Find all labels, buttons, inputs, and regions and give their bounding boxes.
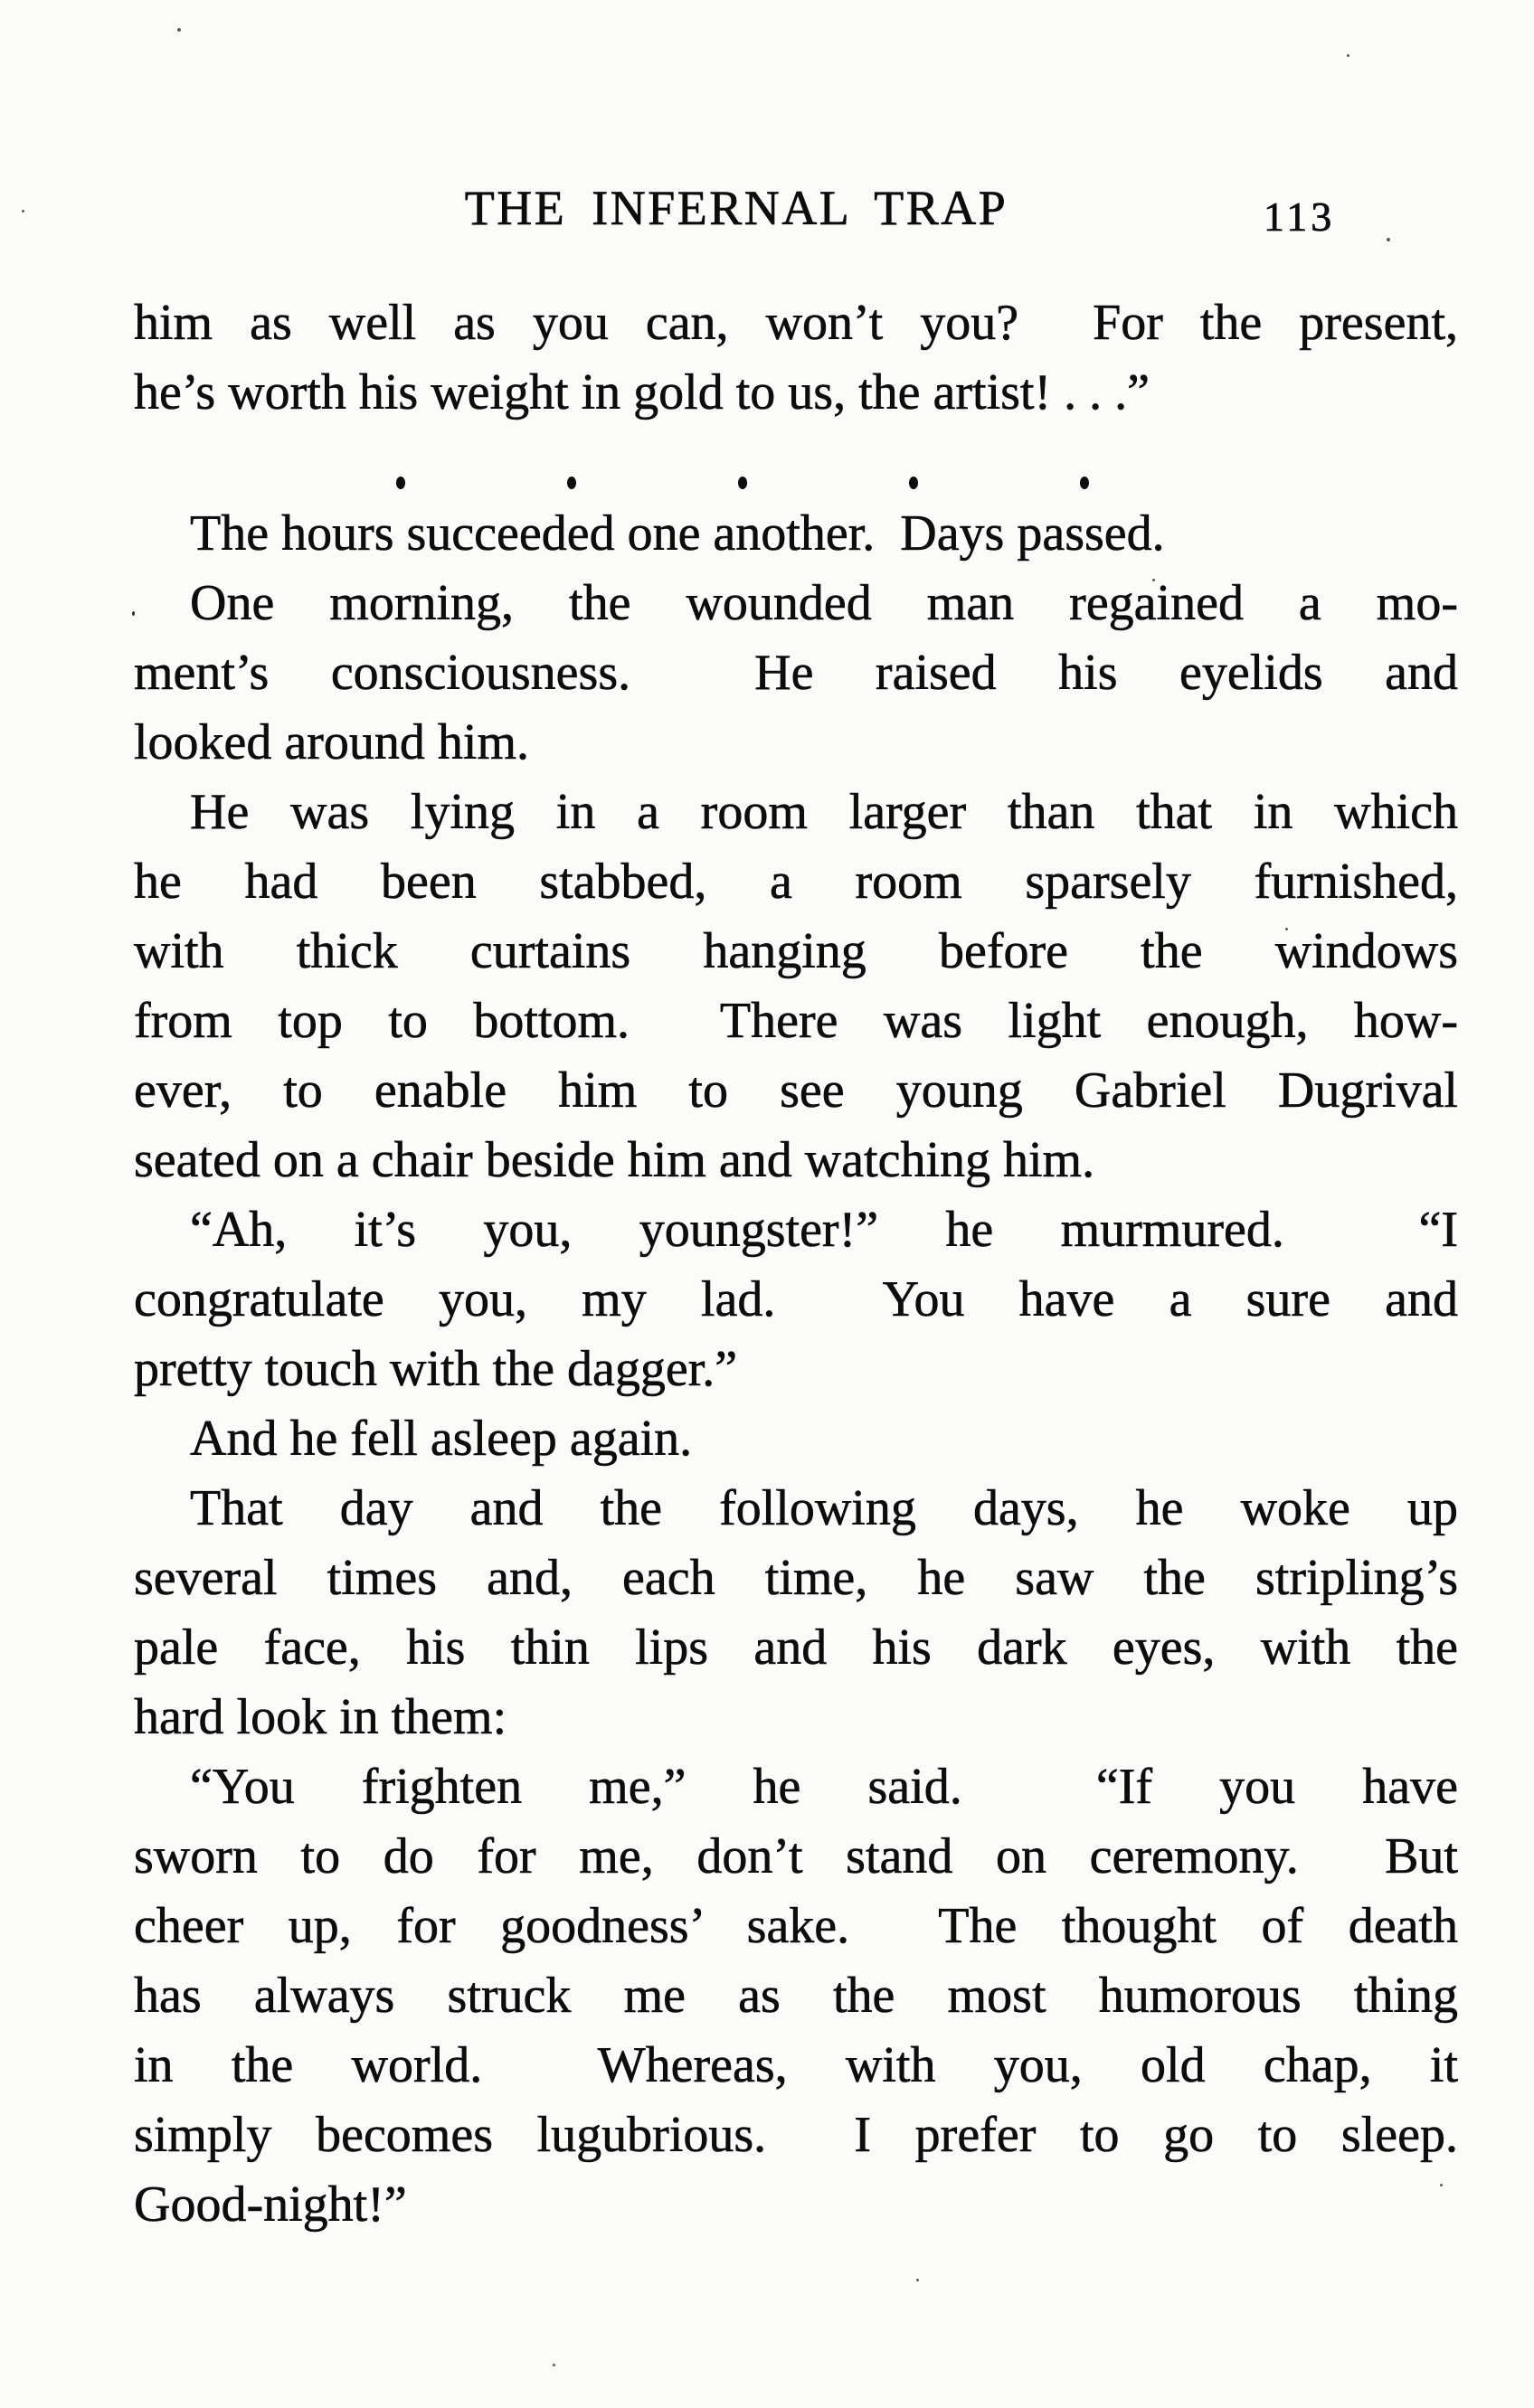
text-line: That day and the following days, he woke up [190, 1480, 1458, 1536]
text-line: several times and, each time, he saw the stripling’s [134, 1550, 1458, 1606]
text-line: sworn to do for me, don’t stand on ceremony. But [134, 1828, 1458, 1884]
text-line: with thick curtains hanging before the windows [134, 923, 1458, 979]
scan-speck [553, 2364, 555, 2366]
text-line: from top to bottom. There was light enough, how- [134, 993, 1458, 1049]
text-line: “You frighten me,” he said. “If you have [190, 1759, 1458, 1815]
text-line: cheer up, for goodness’ sake. The thought of death [134, 1898, 1458, 1954]
page-text [134, 288, 1458, 2240]
text-line: congratulate you, my lad. You have a sure and [134, 1271, 1458, 1327]
scan-speck [1387, 238, 1390, 241]
text-line: And he fell asleep again. [190, 1411, 693, 1467]
text-line: seated on a chair beside him and watching him. [134, 1132, 1095, 1188]
text-line: ever, to enable him to see young Gabriel Dugrival [134, 1062, 1458, 1119]
text-line: “Ah, it’s you, youngster!” he murmured. “I [190, 1202, 1458, 1258]
text-line: One morning, the wounded man regained a mo- [190, 575, 1458, 631]
text-line: pretty touch with the dagger.” [134, 1341, 738, 1397]
separator-dot [909, 477, 918, 489]
text-line: him as well as you can, won’t you? For the present, [134, 295, 1458, 351]
text-line: in the world. Whereas, with you, old chap, it [134, 2037, 1458, 2093]
scan-speck [1347, 54, 1349, 57]
section-break-dots [396, 428, 1089, 499]
text-line: ment’s consciousness. He raised his eyelids and [134, 645, 1458, 701]
text-line: he had been stabbed, a room sparsely furnished, [134, 854, 1458, 910]
text-line: simply becomes lugubrious. I prefer to go to sleep. [134, 2107, 1458, 2163]
text-line: pale face, his thin lips and his dark eyes, with the [134, 1619, 1458, 1676]
separator-dot [567, 477, 576, 489]
text-line: He was lying in a room larger than that in which [190, 784, 1458, 840]
page-number: 113 [1264, 194, 1336, 240]
separator-dot [1080, 477, 1089, 489]
text-line: The hours succeeded one another. Days passed. [190, 505, 1165, 562]
text-line: Good-night!” [134, 2177, 407, 2233]
scan-speck [177, 28, 181, 32]
separator-dot [396, 477, 405, 489]
scan-speck [22, 210, 24, 212]
text-line: looked around him. [134, 714, 530, 770]
text-line: has always struck me as the most humorous thing [134, 1968, 1458, 2024]
text-line: hard look in them: [134, 1689, 507, 1745]
separator-dot [738, 477, 747, 489]
text-line: he’s worth his weight in gold to us, the artist! . . .” [134, 364, 1150, 420]
scan-speck [916, 2279, 919, 2281]
running-head-title: THE INFERNAL TRAP [464, 181, 1008, 235]
